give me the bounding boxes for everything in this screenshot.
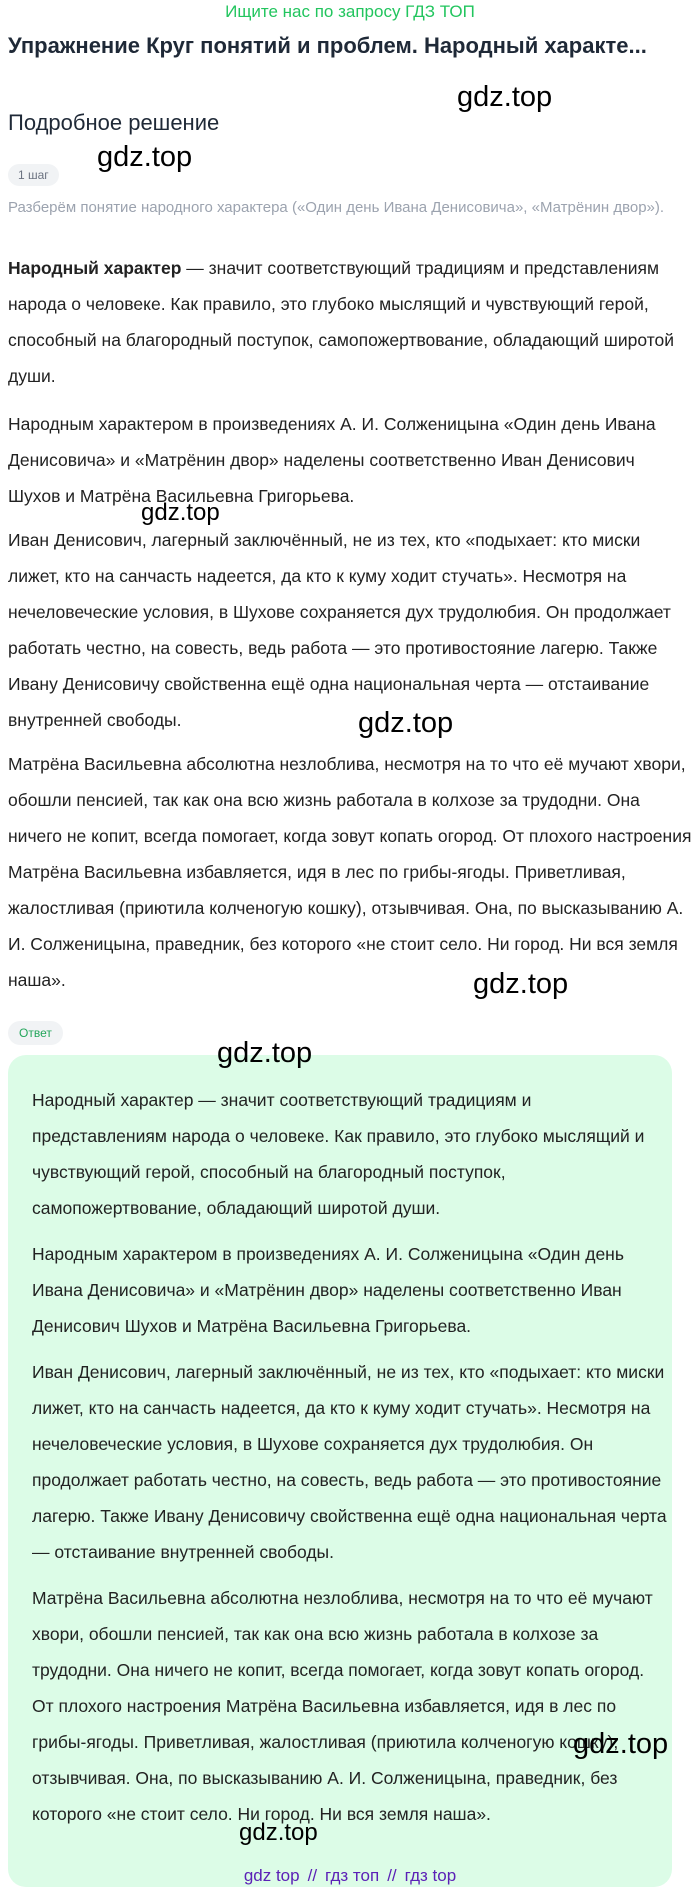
footer-link-gdz-top-ru[interactable]: гдз топ (325, 1866, 380, 1885)
top-banner[interactable]: Ищите нас по запросу ГДЗ ТОП (225, 2, 475, 21)
footer-link-gdz-top-mixed[interactable]: гдз top (404, 1866, 457, 1885)
watermark: gdz.top (473, 968, 569, 1000)
solution-paragraph: Матрёна Васильевна абсолютна незлоблива, несмотря на то что её мучают хвори, обошли пенсией, так как она всю жизнь работала в колхозе за трудодни. Она ничего не копит, всегда помогает, когда зовут копать огород. От плохого настроения Матрёна Васильевна избавляется, идя в лес по грибы-ягоды. Приветливая, жалостливая (приютила колченогую кошку), отзывчивая. Она, по высказыванию А. И. Солженицына, праведник, без которого «не стоит село. Ни город. Ни вся земля наша». (8, 754, 692, 990)
watermark: gdz.top (358, 707, 454, 739)
section-title: Подробное решение (8, 110, 220, 135)
solution-definition: — значит соответствующий традициям и представлениям народа о человеке. Как правило, это глубоко мыслящий и чувствующий герой, способный на благородный поступок, самопожертвование, обладающий широтой души. (8, 258, 675, 386)
step-badge: 1 шаг (8, 164, 59, 186)
answer-paragraph: Матрёна Васильевна абсолютна незлоблива, несмотря на то что её мучают хвори, обошли пенсией, так как она всю жизнь работала в колхозе за трудодни. Она ничего не копит, всегда помогает, когда зовут копать огород. От плохого настроения Матрёна Васильевна избавляется, идя в лес по грибы-ягоды. Приветливая, жалостливая (приютила колченогую кошку), отзывчивая. Она, по высказыванию А. И. Солженицына, праведник, без которого «не стоит село. Ни город. Ни вся земля наша». (32, 1588, 653, 1824)
footer-link-gdz-top[interactable]: gdz top (243, 1866, 300, 1885)
watermark: gdz.top (141, 499, 220, 526)
solution-term: Народный характер (8, 258, 182, 278)
answer-paragraph: Иван Денисович, лагерный заключённый, не из тех, кто «подыхает: кто миски лижет, кто на санчасть надеется, да кто к куму ходит стучать». Несмотря на нечеловеческие условия, в Шухове сохраняется дух трудолюбия. Он продолжает работать честно, на совесть, ведь работа — это противостояние лагерю. Также Ивану Денисовичу свойственна ещё одна национальная черта — отстаивание внутренней свободы. (32, 1362, 667, 1562)
solution-paragraph: Иван Денисович, лагерный заключённый, не из тех, кто «подыхает: кто миски лижет, кто на санчасть надеется, да кто к куму ходит стучать». Несмотря на нечеловеческие условия, в Шухове сохраняется дух трудолюбия. Он продолжает работать честно, на совесть, ведь работа — это противостояние лагерю. Также Ивану Денисовичу свойственна ещё одна национальная черта — отстаивание внутренней свободы. (8, 530, 671, 730)
footer-separator: // (387, 1866, 397, 1885)
answer-paragraph: Народный характер — значит соответствующий традициям и представлениям народа о человеке. Как правило, это глубоко мыслящий и чувствующий герой, способный на благородный поступок, самопожертвование, обладающий широтой души. (32, 1090, 645, 1218)
solution-text (8, 250, 692, 1006)
solution-paragraph (8, 250, 692, 394)
watermark: gdz.top (97, 141, 193, 173)
page-title: Упражнение Круг понятий и проблем. Народный характе... (8, 33, 647, 58)
watermark: gdz.top (239, 1819, 318, 1846)
footer-separator: // (307, 1866, 318, 1885)
answer-paragraph: Народным характером в произведениях А. И. Солженицына «Один день Ивана Денисовича» и «Матрёнин двор» наделены соответственно Иван Денисович Шухов и Матрёна Васильевна Григорьева. (32, 1244, 624, 1336)
footer-links (0, 1862, 700, 1890)
watermark: gdz.top (217, 1037, 313, 1069)
answer-box (8, 1055, 672, 1887)
step-description: Разберём понятие народного характера («Один день Ивана Денисовича», «Матрёнин двор»). (8, 199, 665, 216)
answer-badge: Ответ (8, 1021, 63, 1045)
watermark: gdz.top (573, 1728, 669, 1760)
solution-paragraph: Народным характером в произведениях А. И. Солженицына «Один день Ивана Денисовича» и «Матрёнин двор» наделены соответственно Иван Денисович Шухов и Матрёна Васильевна Григорьева. (8, 414, 656, 506)
watermark: gdz.top (457, 81, 553, 113)
